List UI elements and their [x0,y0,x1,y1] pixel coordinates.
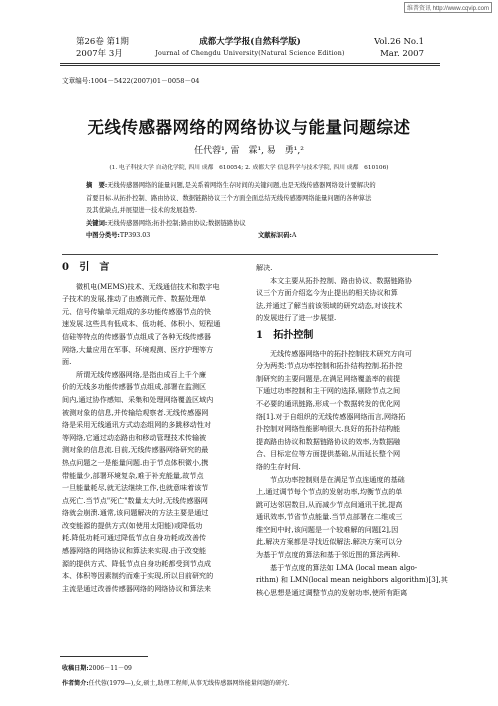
left-column [62,262,245,595]
journal-name-cn: 成都大学学报(自然科学版) [199,37,301,47]
text-line: 点死亡.当节点"死亡"数量太大时,无线传感器网 [62,495,208,505]
topology-paragraph [256,348,439,474]
text-line: 核心思想是通过调整节点的发射功率,使所有距离 [256,587,408,597]
abstract-line: 无线传感器网络的能量问题,是关系着网络生存时间的关键问题,也是无线传感器网络设计要解决的 [107,182,376,189]
abstract-line: 及其优缺点,并展望进一技术的发展趋势. [86,207,198,214]
text-line: 一旦能量耗尽,就无法继续工作,也就意味着该节 [62,483,209,493]
text-line: 价的无线多功能传感器节点组成,部署在监测区 [62,382,207,392]
doc-code-label: 文献标识码: [258,232,292,239]
text-line: 节点功率控制则是在满足节点连通度的基础 [270,474,405,484]
section-title: 引 言 [79,262,110,273]
watermark-stamp: 维普资讯 http://www.cqvip.com [404,2,492,13]
journal-name-en: Journal of Chengdu University(Natural Science Edition) [155,50,345,57]
section-number: 0 [62,262,69,273]
keywords: 无线传感器网络;拓扑控制;路由协议;数据链路协议 [107,219,246,227]
text-line: 信硅等特点的传感器节点组成了各种无线传感器 [62,331,211,341]
footnote-author [62,678,289,687]
footnote-rule [60,656,148,657]
text-line: 分为两类:节点功率控制和拓扑结构控制.拓扑控 [256,361,403,371]
text-line: 法,并通过了解当前该领域的研究动态,对该技术 [256,300,403,310]
footnote-received [62,663,132,672]
text-line: 合、目标定位等方面提供基础,从而延长整个网 [256,449,401,459]
text-line: 络是采用无线通讯方式动态组网的多跳移动性对 [62,420,211,430]
text-line: 所谓无线传感器网络,是指由成百上千个廉 [76,369,206,379]
text-line: 耗.降低功耗可通过降低节点自身功耗或改善传 [62,533,207,543]
text-line: 感器网络的网络协议和算法来实现.由于改变能 [62,546,207,556]
text-line: 提高路由协议和数据链路协议的效率,为数据融 [256,436,401,446]
text-line: 源的提供方式、降低节点自身功耗都受到节点成 [62,558,211,568]
text-line: 被测对象的信息,并传输给观察者.无线传感器网 [62,407,209,417]
text-line: 元、信号传输单元组成的多功能传感器节点的快 [62,306,211,316]
text-line: 基于节点度的算法如 LMA (local mean algo- [270,562,418,572]
paper-title: 无线传感器网络的网络协议与能量问题综述 [87,118,411,137]
text-line: 络就会崩溃.通常,该问题解决的方法主要是通过 [62,508,209,518]
scope-paragraph [256,275,439,325]
author-list: 任代蓉¹, 雷 霖¹, 易 勇¹,² [194,146,304,156]
date-en: Mar. 2007 [380,49,424,59]
text-line: 为基于节点度的算法和基于邻近图的算法两种. [256,550,401,560]
header-rule-thin [60,65,440,66]
text-line: 下通过功率控制和主干网的选择,剔除节点之间 [256,386,401,396]
intro-paragraph-2 [62,369,245,596]
abstract-rule [62,254,438,255]
text-line: 通讯效率,节省节点能量.当节点部署在二维或三 [256,512,403,522]
abstract-label: 摘 要: [86,182,108,189]
text-line: 跳可达邻居数目,从而减少节点间通讯干扰,提高 [256,499,403,509]
text-line: 主流是通过改善传感器网络的网络协议和算法来 [62,583,211,593]
text-line: 无线传感器网络中的拓扑控制技术研究方向可 [270,348,412,358]
header-journal [150,36,350,60]
author-bio: 任代蓉(1979—),女,硕士,助理工程师,从事无线传感器网络能量问题的研究. [88,680,290,687]
text-line: 等网络,它通过动态路由和移动管理技术传输被 [62,432,207,442]
clc-label: 中图分类号: [86,232,120,239]
text-line: 速发展.这些具有低成本、低功耗、体积小、短程通 [62,319,221,329]
text-line: 带能量少,部署环境复杂,难于补充能量,故节点 [62,470,204,480]
text-line: 间内,通过协作感知、采集和处理网络覆盖区域内 [62,394,214,404]
text-line: 扑控制对网络性能影响很大.良好的拓扑结构能 [256,424,401,434]
text-line: 络的生存时间. [256,461,301,471]
section-heading-intro [62,262,245,275]
text-line: 的发展进行了进一步展望. [256,313,337,323]
text-line: 解决. [256,263,273,272]
node-degree-paragraph [256,562,448,600]
received-date: 2006－11－09 [88,665,132,672]
header-volume-cn [76,36,129,60]
header-volume-en [374,36,424,60]
date-cn: 2007年 3月 [76,49,123,59]
intro-paragraph-1 [62,281,245,369]
author-bio-label: 作者简介: [62,680,89,687]
article-number: 文章编号:1004－5422(2007)01－0058－04 [62,77,200,85]
section-heading-topology [256,330,439,343]
text-line: 本文主要从拓扑控制、路由协议、数据链路协 [270,275,412,285]
power-control-paragraph [256,474,439,562]
text-line: 子技术的发展,推动了由感测元件、数据处理单 [62,294,207,304]
text-line: 议三个方面介绍迄今为止提出的相关协议和算 [256,288,398,298]
text-line: 本、体积等因素制约而难于实现,所以目前研究的 [62,571,214,581]
abstract-line: 首要目标.从拓扑控制、路由协议、数据链路协议三个方面全面总结无线传感器网络能量问题的各种算法 [86,194,372,202]
text-line: 微机电(MEMS)技术、无线通信技术和数字电 [76,281,220,291]
text-line: 此,解决方案都是寻找近似解法.解决方案可以分 [256,537,403,547]
text-line: 不必要的通讯链路,形成一个数据转发的优化网 [256,398,401,408]
section-number: 1 [256,329,263,341]
continued-text [256,262,439,275]
received-label: 收稿日期: [62,665,89,672]
text-line: 制研究的主要问题是,在满足网络覆盖率的前提 [256,373,401,383]
text-line: rithm) 和 LMN(local mean neighbors algorithm)[3],其 [256,575,448,585]
affiliation: (1. 电子科技大学 自动化学院, 四川 成都 610054; 2. 成都大学 信息科学与技术学院, 四川 成都 610106) [109,165,389,171]
volume-issue-en: Vol.26 No.1 [374,37,424,47]
right-column [256,262,448,599]
doc-code: A [291,232,297,239]
text-line: 维空间中时,该问题是一个较难解的问题[2],因 [256,524,399,534]
volume-issue-cn: 第26卷 第1期 [76,37,129,47]
keywords-label: 关键词: [86,219,108,227]
text-line: 面. [62,357,72,367]
abstract-block [86,180,436,243]
text-line: 网络,大量应用在军事、环境观测、医疗护理等方 [62,344,214,354]
text-line: 测对象的信息流.目前,无线传感器网络研究的最 [62,445,209,455]
text-line: 热点问题之一是能量问题.由于节点体积微小,携 [62,457,209,467]
section-title: 拓扑控制 [273,329,314,341]
clc-number: TP393.03 [119,232,151,239]
text-line: 上,通过调节每个节点的发射功率,均衡节点的单 [256,487,403,497]
text-line: 络[1].对于自组织的无线传感器网络而言,网络拓 [256,411,406,421]
text-line: 改变能源的提供方式(如使用太阳能)或降低功 [62,520,203,530]
header-rule [60,63,440,64]
